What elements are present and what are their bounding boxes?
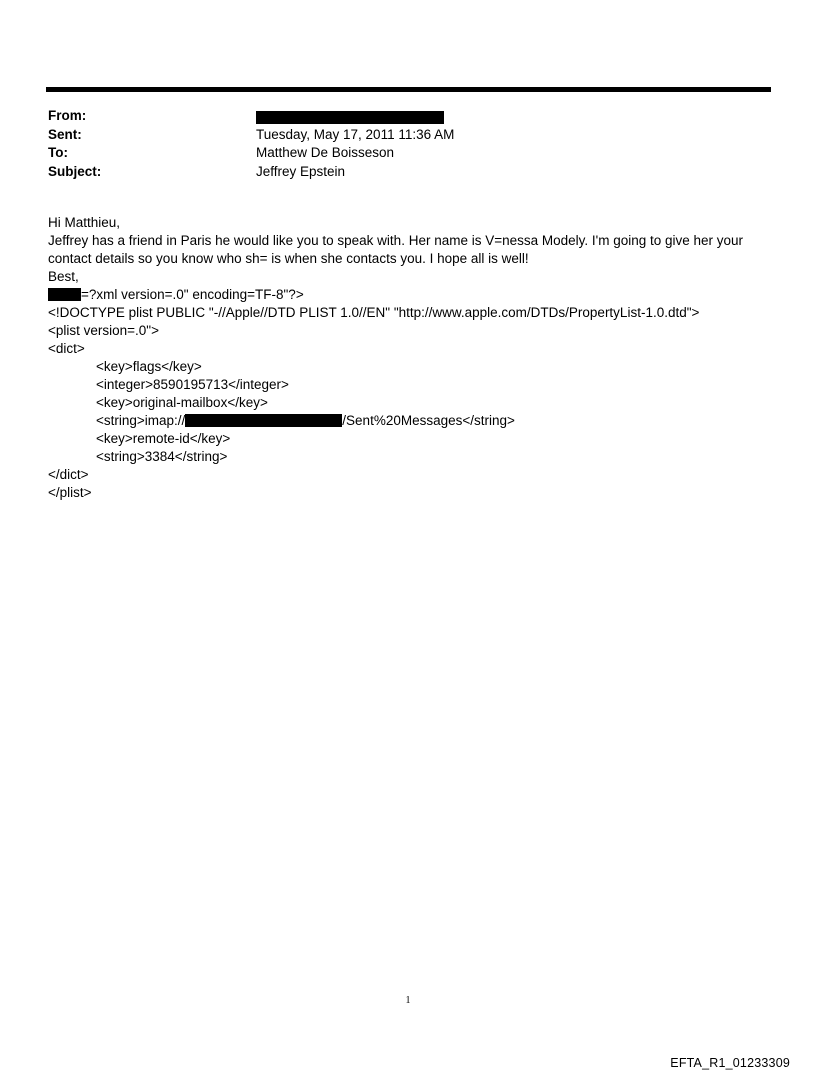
redaction-bar [185,414,342,427]
plist-close-line: </plist> [48,485,92,500]
bates-number: EFTA_R1_01233309 [670,1056,790,1070]
redaction-bar [256,111,444,124]
xml-declaration-text: =?xml version=.0" encoding=TF-8"?> [81,287,304,302]
xml-declaration-line [48,286,768,304]
imap-prefix: <string>imap:// [96,413,186,428]
to-value: Matthew De Boisseson [256,145,395,160]
header-divider [46,87,771,92]
to-label: To: [48,145,68,160]
key-mailbox-line: <key>original-mailbox</key> [96,395,268,410]
integer-flags-line: <integer>8590195713</integer> [96,377,289,392]
from-value [256,107,444,126]
to-row [48,144,748,163]
dict-open-line: <dict> [48,341,85,356]
subject-row [48,163,748,182]
sent-label: Sent: [48,126,82,142]
string-remote-line: <string>3384</string> [96,449,228,464]
sent-row [48,126,748,145]
dict-close-line: </dict> [48,467,89,482]
page-number: 1 [405,995,411,1006]
string-imap-line [48,412,768,430]
imap-suffix: /Sent%20Messages</string> [342,413,515,428]
subject-label: Subject: [48,163,102,179]
email-body [48,214,768,502]
key-flags-line: <key>flags</key> [96,359,202,374]
body-paragraph: Jeffrey has a friend in Paris he would like you to speak with. Her name is V=nessa Modely. I'm going to give her your contact details so you know who sh= is when she contacts you. I hope all is well! [48,233,744,266]
email-header [48,107,748,181]
key-remote-line: <key>remote-id</key> [96,431,231,446]
closing: Best, [48,269,79,284]
from-label: From: [48,108,87,123]
redaction-bar [48,288,81,301]
plist-open-line: <plist version=.0"> [48,323,159,338]
doctype-line: <!DOCTYPE plist PUBLIC "-//Apple//DTD PLIST 1.0//EN" "http://www.apple.com/DTDs/PropertyList-1.0.dtd"> [48,305,700,320]
sent-value: Tuesday, May 17, 2011 11:36 AM [256,126,455,142]
from-row [48,107,748,126]
subject-value: Jeffrey Epstein [256,163,346,179]
greeting: Hi Matthieu, [48,215,121,230]
